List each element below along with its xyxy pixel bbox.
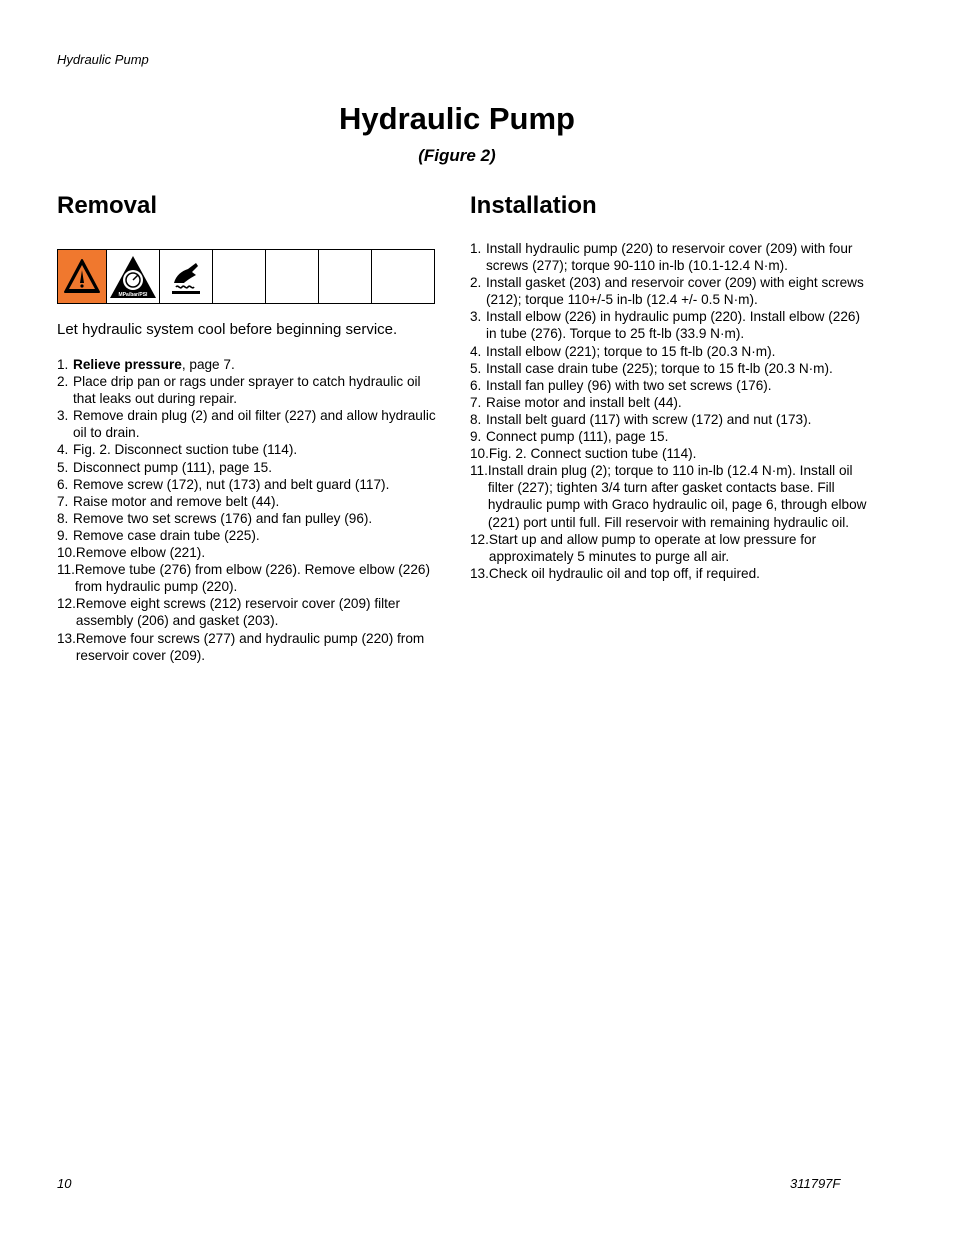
list-item: 6. Install fan pulley (96) with two set screws (176). — [470, 377, 772, 393]
document-number: 311797F — [790, 1176, 841, 1191]
list-item: 10. Remove elbow (221). — [57, 545, 206, 561]
list-item: 10. Fig. 2. Connect suction tube (114). — [470, 446, 697, 462]
list-item: 2. Install gasket (203) and reservoir cover (209) with eight screws (212); torque 110+/-5 in-lb (12.4 +/- 0.5 N·m). — [470, 275, 864, 308]
list-item: 1. Install hydraulic pump (220) to reservoir cover (209) with four screws (277); torque 90-110 in-lb (10.1-12.4 N·m). — [470, 241, 853, 274]
empty-symbol-cell — [266, 250, 319, 303]
installation-heading: Installation — [470, 192, 597, 219]
installation-section — [470, 192, 870, 582]
list-item: 7. Raise motor and install belt (44). — [470, 394, 682, 410]
list-item: 13. Check oil hydraulic oil and top off, if required. — [470, 565, 760, 581]
empty-symbol-cell — [372, 250, 425, 303]
removal-steps — [57, 356, 442, 664]
list-item: 5. Install case drain tube (225); torque to 15 ft-lb (20.3 N·m). — [470, 360, 833, 376]
figure-reference: (Figure 2) — [418, 146, 496, 165]
list-item: 3. Remove drain plug (2) and oil filter (227) and allow hydraulic oil to drain. — [57, 408, 436, 441]
pressure-gauge-icon — [107, 250, 160, 303]
list-item: 9. Connect pump (111), page 15. — [470, 429, 669, 445]
list-item: 7. Raise motor and remove belt (44). — [57, 493, 280, 509]
removal-section — [57, 192, 442, 664]
empty-symbol-cell — [213, 250, 266, 303]
list-item: 11. Remove tube (276) from elbow (226). Remove elbow (226) from hydraulic pump (220). — [57, 562, 431, 595]
empty-symbol-cell — [319, 250, 372, 303]
warning-symbol-table — [57, 249, 435, 304]
list-item: 4. Fig. 2. Disconnect suction tube (114). — [57, 442, 298, 458]
page-title: Hydraulic Pump — [339, 101, 575, 136]
list-item: 9. Remove case drain tube (225). — [57, 527, 260, 543]
list-item: 2. Place drip pan or rags under sprayer to catch hydraulic oil that leaks out during repair. — [57, 374, 421, 407]
hot-surface-icon — [160, 250, 213, 303]
list-item: 12. Remove eight screws (212) reservoir cover (209) filter assembly (206) and gasket (203). — [57, 596, 400, 629]
warning-icon — [58, 250, 107, 303]
list-item: 6. Remove screw (172), nut (173) and belt guard (117). — [57, 476, 390, 492]
list-item: 1. Relieve pressure, page 7. — [57, 357, 235, 372]
svg-text:MPa/bar/PSI: MPa/bar/PSI — [118, 291, 148, 298]
removal-heading: Removal — [57, 192, 158, 219]
list-item: 8. Remove two set screws (176) and fan pulley (96). — [57, 510, 373, 526]
list-item: 13. Remove four screws (277) and hydraulic pump (220) from reservoir cover (209). — [57, 630, 425, 663]
list-item: 5. Disconnect pump (111), page 15. — [57, 459, 272, 475]
removal-intro: Let hydraulic system cool before beginning service. — [57, 321, 398, 338]
running-header: Hydraulic Pump — [57, 52, 149, 67]
list-item: 4. Install elbow (221); torque to 15 ft-lb (20.3 N·m). — [470, 343, 776, 359]
list-item: 8. Install belt guard (117) with screw (172) and nut (173). — [470, 411, 812, 427]
list-item: 12. Start up and allow pump to operate at low pressure for approximately 5 minutes to purge all air. — [470, 531, 817, 564]
installation-steps — [470, 240, 870, 582]
list-item: 11. Install drain plug (2); torque to 110 in-lb (12.4 N·m). Install oil filter (227); tighten 3/4 turn after gasket contacts base. Fill hydraulic pump with Graco hydraulic oil, page 6, through elbow (221) port until full. Fill reservoir with remaining hydraulic oil. — [470, 463, 867, 530]
page-number: 10 — [57, 1176, 72, 1191]
list-item: 3. Install elbow (226) in hydraulic pump (220). Install elbow (226) in tube (276). Torque to 25 ft-lb (33.9 N·m). — [470, 309, 861, 342]
